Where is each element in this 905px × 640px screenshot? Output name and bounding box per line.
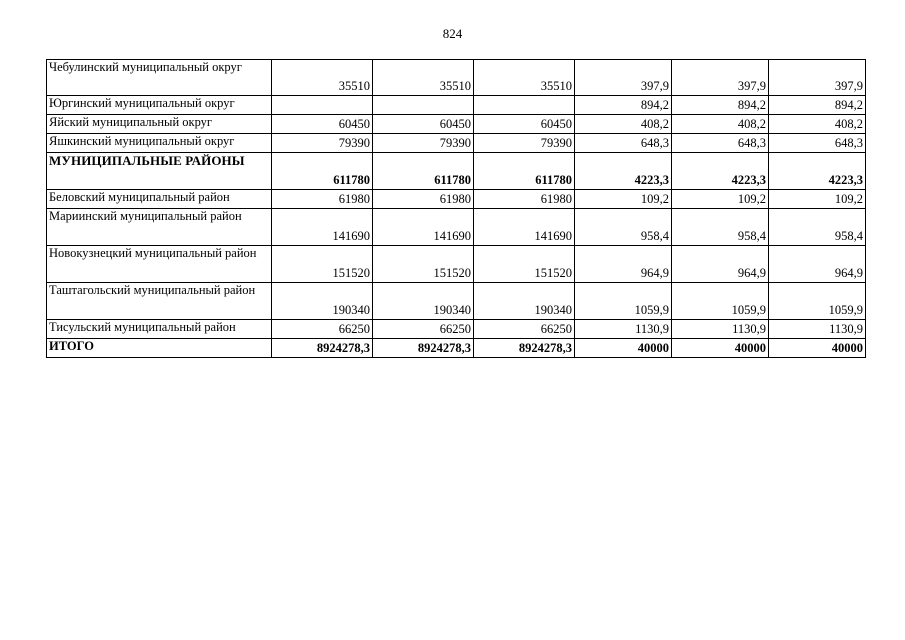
value-cell: 408,2 <box>769 115 866 134</box>
row-name-cell: Беловский муниципальный район <box>47 190 272 209</box>
value-cell: 109,2 <box>672 190 769 209</box>
value-cell: 408,2 <box>672 115 769 134</box>
value-cell: 958,4 <box>575 209 672 246</box>
value-cell: 958,4 <box>769 209 866 246</box>
value-cell: 35510 <box>373 60 474 96</box>
row-name-cell: Таштагольский муниципальный район <box>47 283 272 320</box>
value-cell: 648,3 <box>672 134 769 153</box>
value-cell: 8924278,3 <box>373 339 474 358</box>
value-cell: 151520 <box>373 246 474 283</box>
value-cell: 79390 <box>474 134 575 153</box>
value-cell: 1059,9 <box>575 283 672 320</box>
value-cell: 958,4 <box>672 209 769 246</box>
table-row <box>47 283 866 320</box>
value-cell: 141690 <box>272 209 373 246</box>
table-row <box>47 320 866 339</box>
row-name-cell: Тисульский муниципальный район <box>47 320 272 339</box>
value-cell: 66250 <box>373 320 474 339</box>
value-cell: 611780 <box>272 153 373 190</box>
value-cell: 61980 <box>474 190 575 209</box>
value-cell: 190340 <box>474 283 575 320</box>
row-name-cell: Мариинский муниципальный район <box>47 209 272 246</box>
value-cell: 964,9 <box>672 246 769 283</box>
value-cell: 397,9 <box>769 60 866 96</box>
value-cell: 1059,9 <box>672 283 769 320</box>
value-cell: 4223,3 <box>575 153 672 190</box>
value-cell: 1130,9 <box>672 320 769 339</box>
value-cell: 611780 <box>373 153 474 190</box>
value-cell: 397,9 <box>575 60 672 96</box>
budget-table <box>46 59 866 358</box>
value-cell: 8924278,3 <box>474 339 575 358</box>
value-cell: 35510 <box>474 60 575 96</box>
row-name-cell: ИТОГО <box>47 339 272 358</box>
value-cell: 79390 <box>373 134 474 153</box>
table-row <box>47 60 866 96</box>
table-row <box>47 190 866 209</box>
value-cell: 40000 <box>672 339 769 358</box>
value-cell: 1130,9 <box>575 320 672 339</box>
table-row <box>47 209 866 246</box>
row-name-cell: Юргинский муниципальный округ <box>47 96 272 115</box>
value-cell: 60450 <box>474 115 575 134</box>
value-cell: 66250 <box>272 320 373 339</box>
value-cell: 61980 <box>373 190 474 209</box>
value-cell: 648,3 <box>769 134 866 153</box>
value-cell: 109,2 <box>575 190 672 209</box>
table-row-total <box>47 153 866 190</box>
table-row <box>47 246 866 283</box>
value-cell: 408,2 <box>575 115 672 134</box>
value-cell: 35510 <box>272 60 373 96</box>
value-cell: 40000 <box>769 339 866 358</box>
value-cell: 141690 <box>474 209 575 246</box>
value-cell: 151520 <box>272 246 373 283</box>
value-cell: 894,2 <box>769 96 866 115</box>
value-cell: 964,9 <box>575 246 672 283</box>
table-row <box>47 134 866 153</box>
value-cell: 61980 <box>272 190 373 209</box>
value-cell: 4223,3 <box>769 153 866 190</box>
value-cell <box>474 96 575 115</box>
value-cell <box>373 96 474 115</box>
value-cell: 1130,9 <box>769 320 866 339</box>
value-cell: 894,2 <box>575 96 672 115</box>
value-cell: 190340 <box>272 283 373 320</box>
value-cell: 1059,9 <box>769 283 866 320</box>
table-row <box>47 115 866 134</box>
value-cell <box>272 96 373 115</box>
value-cell: 151520 <box>474 246 575 283</box>
value-cell: 60450 <box>373 115 474 134</box>
value-cell: 648,3 <box>575 134 672 153</box>
value-cell: 964,9 <box>769 246 866 283</box>
value-cell: 4223,3 <box>672 153 769 190</box>
row-name-cell: Яйский муниципальный округ <box>47 115 272 134</box>
value-cell: 397,9 <box>672 60 769 96</box>
row-name-cell: Яшкинский муниципальный округ <box>47 134 272 153</box>
value-cell: 190340 <box>373 283 474 320</box>
value-cell: 60450 <box>272 115 373 134</box>
value-cell: 8924278,3 <box>272 339 373 358</box>
page-number: 824 <box>442 26 463 41</box>
value-cell: 40000 <box>575 339 672 358</box>
row-name-cell: МУНИЦИПАЛЬНЫЕ РАЙОНЫ <box>47 153 272 190</box>
table-row-total <box>47 339 866 358</box>
table-row <box>47 96 866 115</box>
value-cell: 79390 <box>272 134 373 153</box>
value-cell: 109,2 <box>769 190 866 209</box>
value-cell: 141690 <box>373 209 474 246</box>
value-cell: 611780 <box>474 153 575 190</box>
value-cell: 66250 <box>474 320 575 339</box>
row-name-cell: Новокузнецкий муниципальный район <box>47 246 272 283</box>
row-name-cell: Чебулинский муниципальный округ <box>47 60 272 96</box>
value-cell: 894,2 <box>672 96 769 115</box>
